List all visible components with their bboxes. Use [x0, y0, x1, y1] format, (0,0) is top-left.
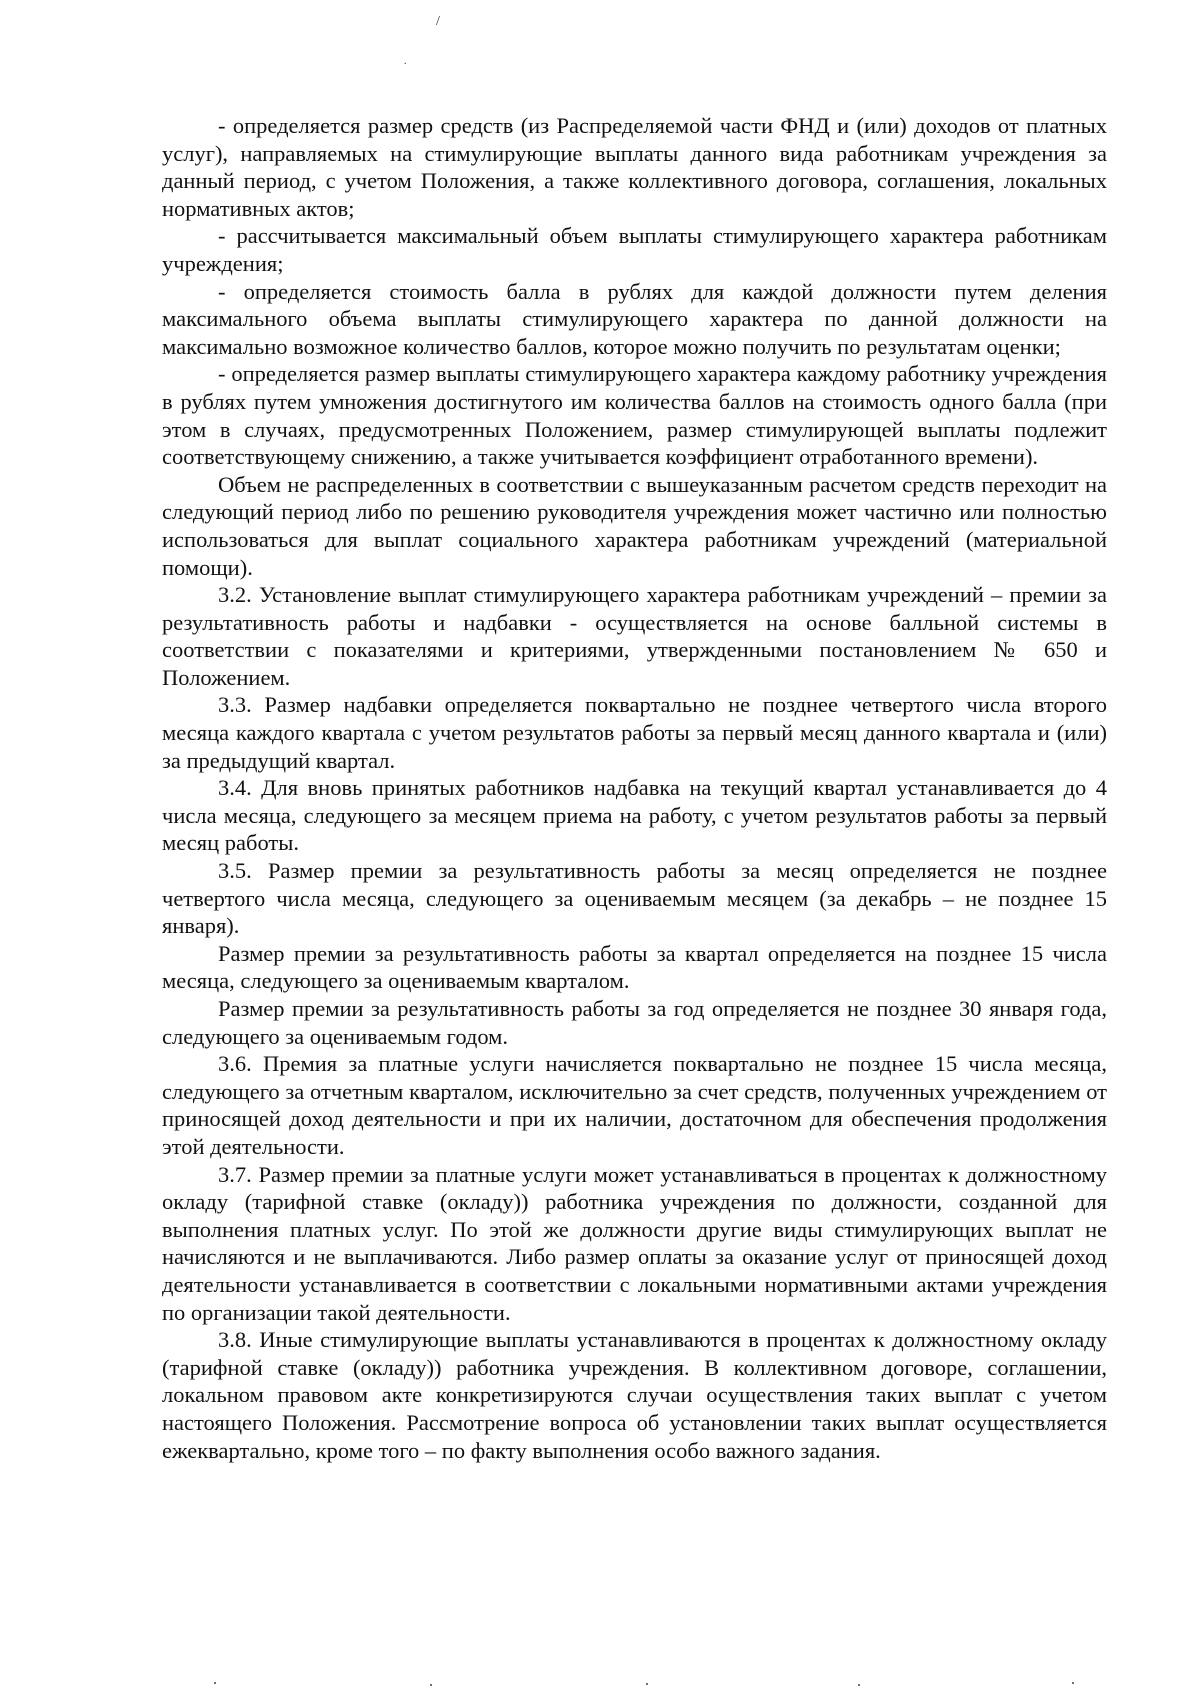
paragraph-year-bonus: Размер премии за результативность работы за год определяется не позднее 30 января года, следующего за оцениваемым годом.: [162, 996, 1107, 1049]
paragraph-quarter-bonus: Размер премии за результативность работы за квартал определяется на позднее 15 числа месяца, следующего за оцениваемым кварталом.: [162, 940, 1107, 994]
paragraph-section-3-8: 3.8. Иные стимулирующие выплаты устанавливаются в процентах к должностному окладу (тарифной ставке (окладу)) работника учреждения. В коллективном договоре, соглашении, локальном правовом акте конкретизируются случаи осуществления таких выплат с учетом настоящего Положения. Рассмотрение вопроса об установлении таких выплат осуществляется ежеквартально, кроме того – по факту выполнения особо важного задания.: [162, 1327, 1107, 1463]
paragraph-fund-amount: - определяется размер средств (из Распределяемой части ФНД и (или) доходов от платных услуг), направляемых на стимулирующие выплаты данного вида работникам учреждения за данный период, с учетом Положения, а также коллективного договора, соглашения, локальных нормативных актов;: [162, 113, 1107, 221]
document-text-body: [162, 112, 1107, 1464]
paragraph-section-3-7: 3.7. Размер премии за платные услуги может устанавливаться в процентах к должностному окладу (тарифной ставке (окладу)) работника учреждения по должности, созданной для выполнения платных услуг. По этой же должности другие виды стимулирующих выплат не начисляются и не выплачиваются. Либо размер оплаты за оказание услуг от приносящей доход деятельности устанавливается в соответствии с локальными нормативными актами учреждения по организации такой деятельности.: [162, 1161, 1107, 1325]
paragraph-undistributed-funds: Объем не распределенных в соответствии с вышеуказанным расчетом средств переходит на следующий период либо по решению руководителя учреждения может частично или полностью использоваться для выплат социального характера работникам учреждений (материальной помощи).: [162, 471, 1107, 580]
paragraph-section-3-5: 3.5. Размер премии за результативность работы за месяц определяется не позднее четвертого числа месяца, следующего за оцениваемым месяцем (за декабрь – не позднее 15 января).: [162, 858, 1107, 939]
paragraph-point-cost: - определяется стоимость балла в рублях для каждой должности путем деления максимального объема выплаты стимулирующего характера по данной должности на максимально возможное количество баллов, которое можно получить по результатам оценки;: [162, 278, 1107, 359]
paragraph-section-3-6: 3.6. Премия за платные услуги начисляется поквартально не позднее 15 числа месяца, следующего за отчетным кварталом, исключительно за счет средств, полученных учреждением от приносящей доход деятельности и при их наличии, достаточном для обеспечения продолжения этой деятельности.: [162, 1051, 1107, 1159]
scan-dot: [214, 1682, 216, 1684]
paragraph-section-3-2: 3.2. Установление выплат стимулирующего характера работникам учреждений – премии за результативность работы и надбавки - осуществляется на основе балльной системы в соответствии с показателями и критериями, утвержденными постановлением № 650 и Положением.: [162, 582, 1107, 690]
paragraph-max-volume: - рассчитывается максимальный объем выплаты стимулирующего характера работникам учреждения;: [162, 223, 1107, 276]
scan-dot: [858, 1684, 860, 1686]
scan-dot: [1072, 1682, 1074, 1684]
paragraph-section-3-3: 3.3. Размер надбавки определяется поквартально не позднее четвертого числа второго месяца каждого квартала с учетом результатов работы за первый месяц данного квартала и (или) за предыдущий квартал.: [162, 692, 1107, 773]
scan-artifact-mark: .: [404, 56, 407, 67]
scan-artifact-mark: /: [436, 14, 440, 29]
scan-dot: [430, 1684, 432, 1686]
paragraph-section-3-4: 3.4. Для вновь принятых работников надбавка на текущий квартал устанавливается до 4 числа месяца, следующего за месяцем приема на работу, с учетом результатов работы за первый месяц работы.: [162, 775, 1107, 856]
scan-dot: [646, 1683, 648, 1685]
paragraph-payment-size: - определяется размер выплаты стимулирующего характера каждому работнику учреждения в рублях путем умножения достигнутого им количества баллов на стоимость одного балла (при этом в случаях, предусмотренных Положением, размер стимулирующей выплаты подлежит соответствующему снижению, а также учитывается коэффициент отработанного времени).: [162, 361, 1107, 470]
